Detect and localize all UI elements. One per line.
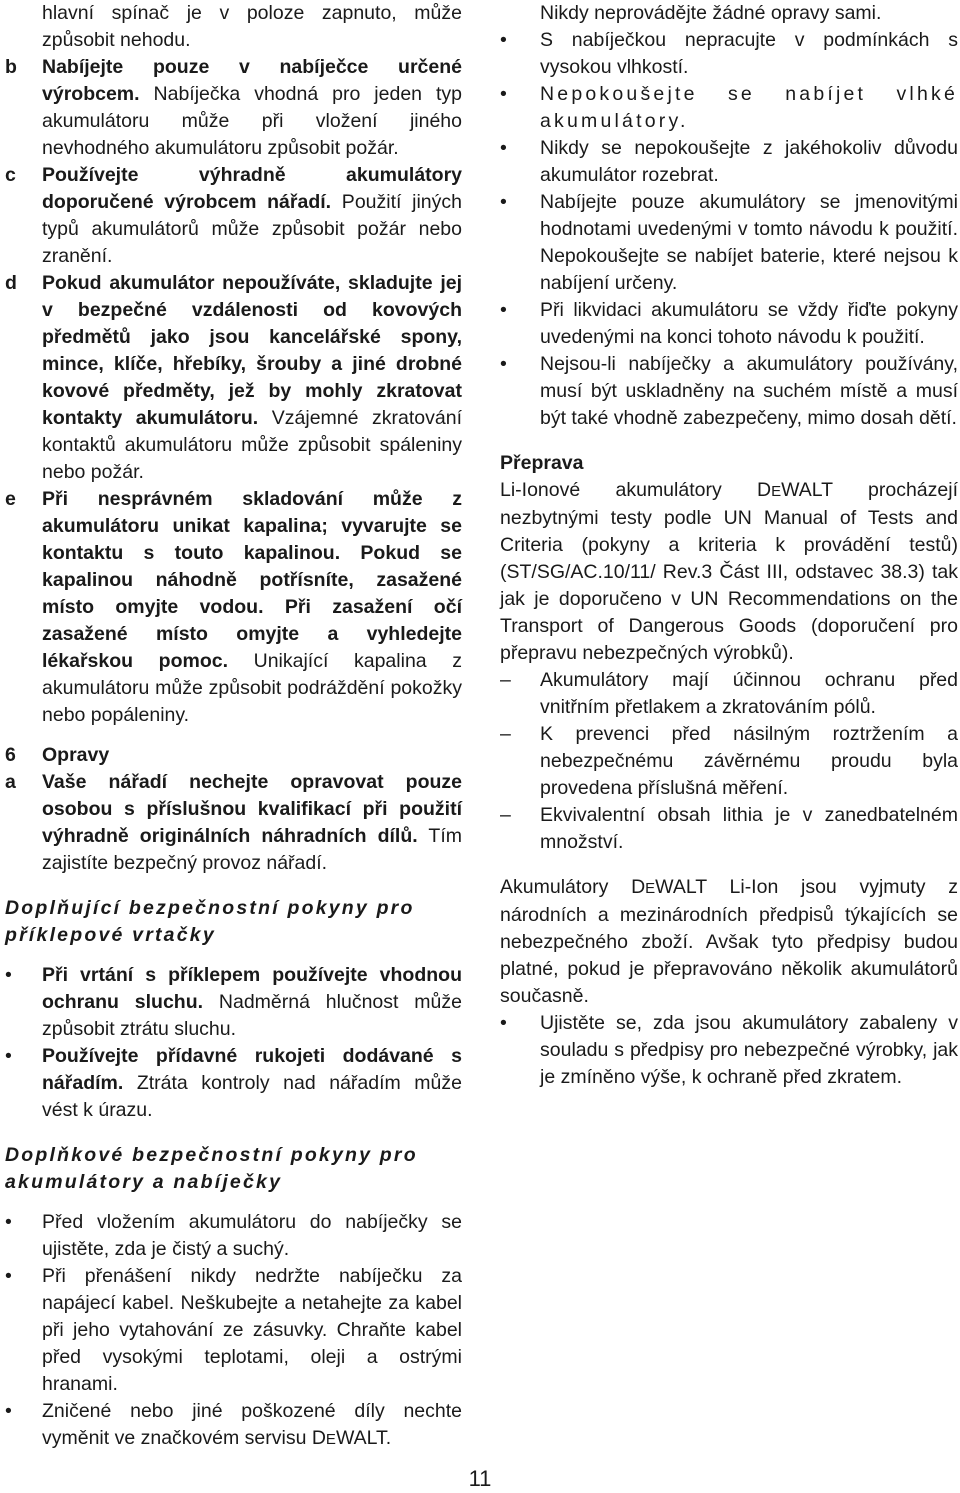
item-6a <box>5 769 462 877</box>
item-c-marker: c <box>5 164 16 186</box>
transport-text-end: WALT procházejí nezbytnými testy podle UN Manual of Tests and Criteria (pokyny a kriteria k provádění testů) (ST/SG/AC.10/11/ Rev.3 Část III, odstavec 38.3) tak jak je doporučeno v UN Recommendations on the Transport of Dangerous Goods (doporučení pro přepravu nebezpečných výrobků). <box>500 479 958 664</box>
item-6a-marker: a <box>5 771 16 793</box>
bullet-icon: • <box>500 299 507 321</box>
brand-small-caps: E <box>325 1431 336 1448</box>
final-bullet <box>500 1010 958 1091</box>
bullet-icon: • <box>5 964 12 986</box>
bullet-icon: • <box>5 1211 12 1233</box>
drill-item-text: Ztráta kontroly nad nářadím může vést k úrazu. <box>42 1072 462 1121</box>
item-d-marker: d <box>5 272 17 294</box>
transport-text: Li-Ionové akumulátory D <box>500 479 772 501</box>
transport-dash-item <box>500 667 958 721</box>
item-c-bold: Používejte výhradně akumulátory doporučené výrobcem nářadí. <box>42 164 462 213</box>
intro-tail-text: hlavní spínač je v poloze zapnuto, může způsobit nehodu. <box>42 2 462 51</box>
charger-bullet-text: Nejsou-li nabíječky a akumulátory používány, musí být uskladněny na suchém místě a musí být také vhodně zabezpečeny, mimo dosah dětí. <box>540 353 958 429</box>
charger-bullet-text: Nikdy se nepokoušejte z jakéhokoliv důvodu akumulátor rozebrat. <box>540 137 958 186</box>
charger-bullet <box>500 351 958 432</box>
item-b-text: Nabíječka vhodná pro jeden typ akumulátoru může při vložení jiného nevhodného akumulátoru způsobit požár. <box>42 83 462 159</box>
brand-small-caps: E <box>771 483 782 500</box>
bullet-icon: • <box>500 191 507 213</box>
transport-heading: Přeprava <box>500 452 584 474</box>
regulation-text: Akumulátory D <box>500 876 646 898</box>
item-b-marker: b <box>5 56 17 78</box>
item-e-marker: e <box>5 488 16 510</box>
right-intro-tail-text: Nikdy neprovádějte žádné opravy sami. <box>540 2 882 24</box>
dash-icon: – <box>500 804 511 826</box>
section-6-title: Opravy <box>42 744 110 766</box>
item-e-bold: Při nesprávném skladování může z akumulátoru unikat kapalina; vyvarujte se kontaktu s touto kapalinou. Pokud se kapalinou náhodně potřísníte, zasažené místo omyjte vodou. Při zasažení očí zasažené místo omyjte a vyhledejte lékařskou pomoc. <box>42 488 462 672</box>
bullet-icon: • <box>5 1400 12 1422</box>
left-column <box>5 0 462 1453</box>
battery-item-text: Před vložením akumulátoru do nabíječky se ujistěte, zda je čistý a suchý. <box>42 1211 462 1260</box>
dash-icon: – <box>500 723 511 745</box>
item-d <box>5 270 462 486</box>
drill-item-bold: Při vrtání s příklepem používejte vhodnou ochranu sluchu. <box>42 964 462 1013</box>
charger-bullet-text: Při likvidaci akumulátoru se vždy řiďte pokyny uvedenými na konci tohoto návodu k použití. <box>540 299 958 348</box>
bullet-icon: • <box>500 29 507 51</box>
brand-small-caps: E <box>645 880 656 897</box>
charger-bullet <box>500 189 958 297</box>
bullet-icon: • <box>5 1045 12 1067</box>
heading-battery-safety: Doplňkové bezpečnostní pokyny pro akumulátory a nabíječky <box>5 1144 418 1193</box>
transport-dash-text: K prevenci před násilným roztržením a nebezpečnému závěrnému proudu byla provedena příslušná měření. <box>540 723 958 799</box>
charger-bullet <box>500 27 958 81</box>
item-e-text: Unikající kapalina z akumulátoru může způsobit podráždění pokožky nebo popáleniny. <box>42 650 462 726</box>
right-intro-tail <box>500 0 958 27</box>
heading-drill-safety: Doplňující bezpečnostní pokyny pro příklepové vrtačky <box>5 897 415 946</box>
item-b-bold: Nabíjejte pouze v nabíječce určené výrobcem. <box>42 56 462 105</box>
item-d-text: Vzájemné zkratování kontaktů akumulátoru může způsobit spáleniny nebo požár. <box>42 407 463 483</box>
charger-bullet <box>500 81 958 135</box>
bullet-icon: • <box>500 83 507 105</box>
battery-item <box>5 1398 462 1453</box>
bullet-icon: • <box>500 1012 507 1034</box>
battery-item <box>5 1263 462 1398</box>
final-bullet-text: Ujistěte se, zda jsou akumulátory zabaleny v souladu s předpisy pro nebezpečné výrobky, jak je zmíněno výše, k ochraně před zkratem. <box>540 1012 958 1088</box>
charger-bullet-text: Nabíjejte pouze akumulátory se jmenovitými hodnotami uvedenými v tomto návodu k použití. Nepokoušejte se nabíjet baterie, které nejsou k nabíjení určeny. <box>540 191 958 294</box>
item-d-bold: Pokud akumulátor nepoužíváte, skladujte jej v bezpečné vzdálenosti od kovových předmětů jako jsou kancelářské spony, mince, klíče, hřebíky, šrouby a jiné drobné kovové předměty, jež by mohly zkratovat kontakty akumulátoru. <box>42 272 462 429</box>
regulation-text-end: WALT Li-Ion jsou vyjmuty z národních a mezinárodních předpisů týkajících se nebezpečného zboží. Avšak tyto předpisy budou platné, pokud je přepravováno několik akumulátorů současně. <box>500 876 958 1007</box>
intro-tail <box>5 0 462 54</box>
drill-item <box>5 962 462 1043</box>
charger-bullet <box>500 297 958 351</box>
transport-dash-text: Akumulátory mají účinnou ochranu před vnitřním přetlakem a zkratováním pólů. <box>540 669 958 718</box>
item-c-text: Použití jiných typů akumulátorů může způsobit požár nebo zranění. <box>42 191 462 267</box>
bullet-icon: • <box>500 137 507 159</box>
page-number: 11 <box>468 1466 492 1491</box>
item-6a-bold: Vaše nářadí nechejte opravovat pouze osobou s příslušnou kvalifikací při použití výhradně originálních náhradních dílů. <box>42 771 462 847</box>
transport-dash-item <box>500 721 958 802</box>
battery-item-text: Zničené nebo jiné poškozené díly nechte vyměnit ve značkovém servisu D <box>42 1400 462 1449</box>
regulation-paragraph <box>500 874 958 1010</box>
drill-item-text: Nadměrná hlučnost může způsobit ztrátu sluchu. <box>42 991 462 1040</box>
battery-item-text: Při přenášení nikdy nedržte nabíječku za napájecí kabel. Neškubejte a netahejte za kabel při jeho vytahování ze zásuvky. Chraňte kabel před vysokými teplotami, oleji a ostrými hranami. <box>42 1265 462 1395</box>
item-b <box>5 54 462 162</box>
battery-item-text-end: WALT. <box>335 1427 392 1449</box>
bullet-icon: • <box>500 353 507 375</box>
charger-bullet-text: S nabíječkou nepracujte v podmínkách s vysokou vlhkostí. <box>540 29 958 78</box>
charger-bullet-text: Nepokoušejte se nabíjet vlhké akumulátory. <box>540 83 958 132</box>
dash-icon: – <box>500 669 511 691</box>
drill-item-bold: Používejte přídavné rukojeti dodávané s nářadím. <box>42 1045 462 1094</box>
battery-item <box>5 1209 462 1263</box>
item-c <box>5 162 462 270</box>
item-6a-text: Tím zajistíte bezpečný provoz nářadí. <box>42 825 463 874</box>
transport-dash-item <box>500 802 958 856</box>
transport-paragraph <box>500 477 958 667</box>
right-column <box>500 0 958 1091</box>
item-e <box>5 486 462 729</box>
charger-bullet <box>500 135 958 189</box>
section-6-number: 6 <box>5 744 16 766</box>
transport-dash-text: Ekvivalentní obsah lithia je v zanedbatelném množství. <box>540 804 958 853</box>
bullet-icon: • <box>5 1265 12 1287</box>
section-6-heading <box>5 742 462 769</box>
drill-item <box>5 1043 462 1124</box>
